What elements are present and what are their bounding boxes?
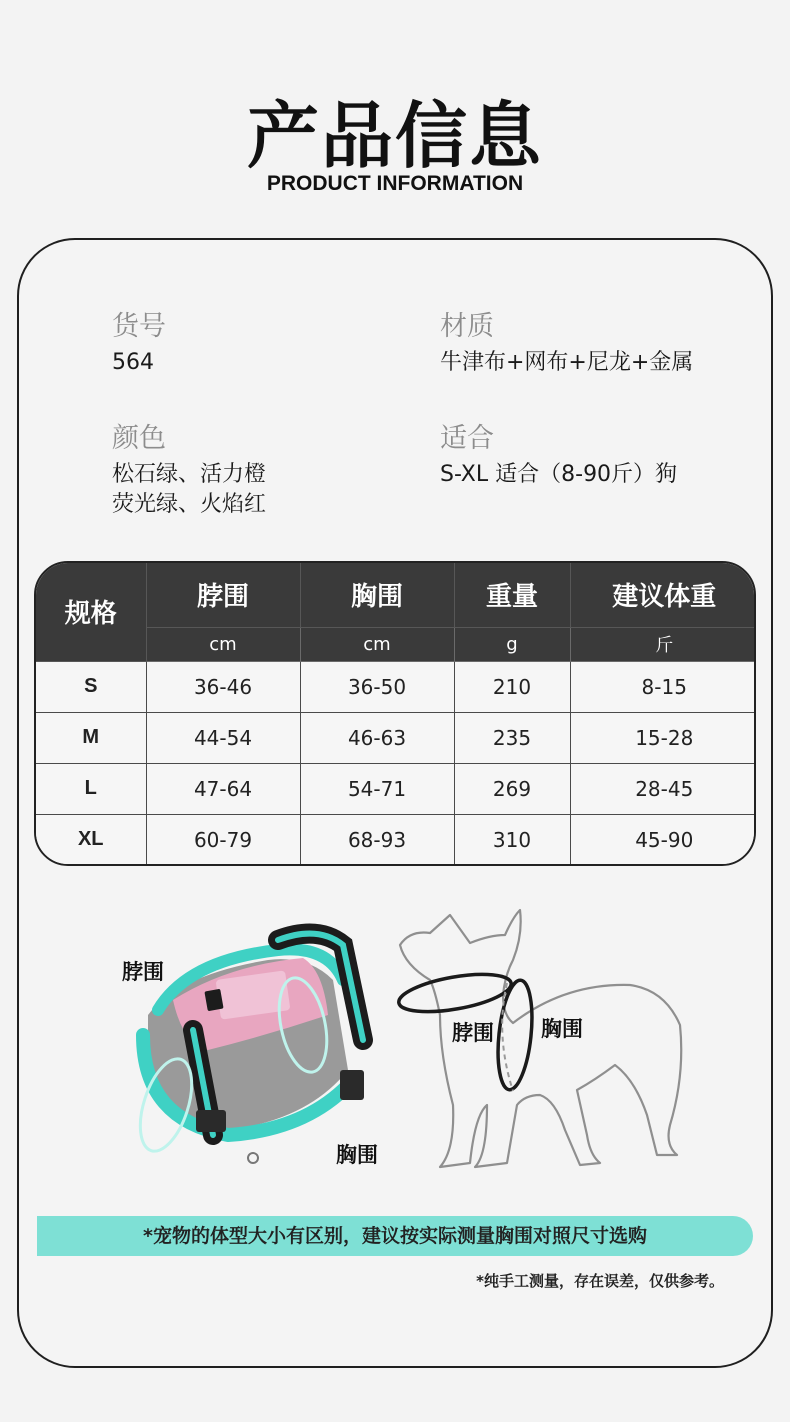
row-chest: 36-50 (300, 661, 454, 712)
table-row (36, 661, 756, 712)
row-weight: 235 (454, 712, 570, 763)
row-size: S (36, 661, 146, 712)
color-value-line2: 荧光绿、火焰红 (112, 492, 267, 517)
row-neck: 60-79 (146, 814, 300, 865)
row-chest: 68-93 (300, 814, 454, 865)
fit-label: 适合 (440, 423, 494, 454)
col-header-neck: 脖围 (146, 563, 300, 627)
row-weight: 310 (454, 814, 570, 865)
table-row (36, 763, 756, 814)
item-no-value: 564 (112, 350, 154, 375)
row-neck: 36-46 (146, 661, 300, 712)
row-dog-weight: 15-28 (570, 712, 756, 763)
table-row (36, 814, 756, 865)
table-corner-header: 规格 (36, 563, 146, 661)
color-label: 颜色 (112, 423, 166, 454)
size-table (34, 561, 756, 866)
row-neck: 44-54 (146, 712, 300, 763)
dog-neck-label: 脖围 (452, 1021, 494, 1045)
col-header-dog-weight: 建议体重 (570, 563, 756, 627)
row-weight: 210 (454, 661, 570, 712)
unit-neck: cm (146, 627, 300, 661)
col-header-chest: 胸围 (300, 563, 454, 627)
color-value-line1: 松石绿、活力橙 (112, 462, 267, 487)
item-no-label: 货号 (112, 311, 166, 342)
row-dog-weight: 45-90 (570, 814, 756, 865)
row-dog-weight: 8-15 (570, 661, 756, 712)
table-row (36, 712, 756, 763)
page-title: 产品信息 (246, 94, 543, 178)
unit-weight: g (454, 627, 570, 661)
row-size: M (36, 712, 146, 763)
row-size: XL (36, 814, 146, 865)
harness-chest-label: 胸围 (336, 1143, 378, 1167)
col-header-weight: 重量 (454, 563, 570, 627)
measurement-note: *纯手工测量，存在误差，仅供参考。 (476, 1272, 724, 1290)
sizing-advice-banner: *宠物的体型大小有区别，建议按实际测量胸围对照尺寸选购 (37, 1216, 753, 1256)
fit-value: S-XL 适合（8-90斤）狗 (440, 462, 678, 487)
unit-dog-weight: 斤 (570, 627, 756, 661)
material-value: 牛津布+网布+尼龙+金属 (440, 350, 694, 375)
row-neck: 47-64 (146, 763, 300, 814)
row-chest: 46-63 (300, 712, 454, 763)
dog-chest-label: 胸围 (541, 1017, 583, 1041)
row-size: L (36, 763, 146, 814)
page-subtitle: PRODUCT INFORMATION (266, 172, 524, 195)
material-label: 材质 (440, 311, 494, 342)
unit-chest: cm (300, 627, 454, 661)
row-chest: 54-71 (300, 763, 454, 814)
harness-neck-label: 脖围 (122, 960, 164, 984)
row-weight: 269 (454, 763, 570, 814)
row-dog-weight: 28-45 (570, 763, 756, 814)
